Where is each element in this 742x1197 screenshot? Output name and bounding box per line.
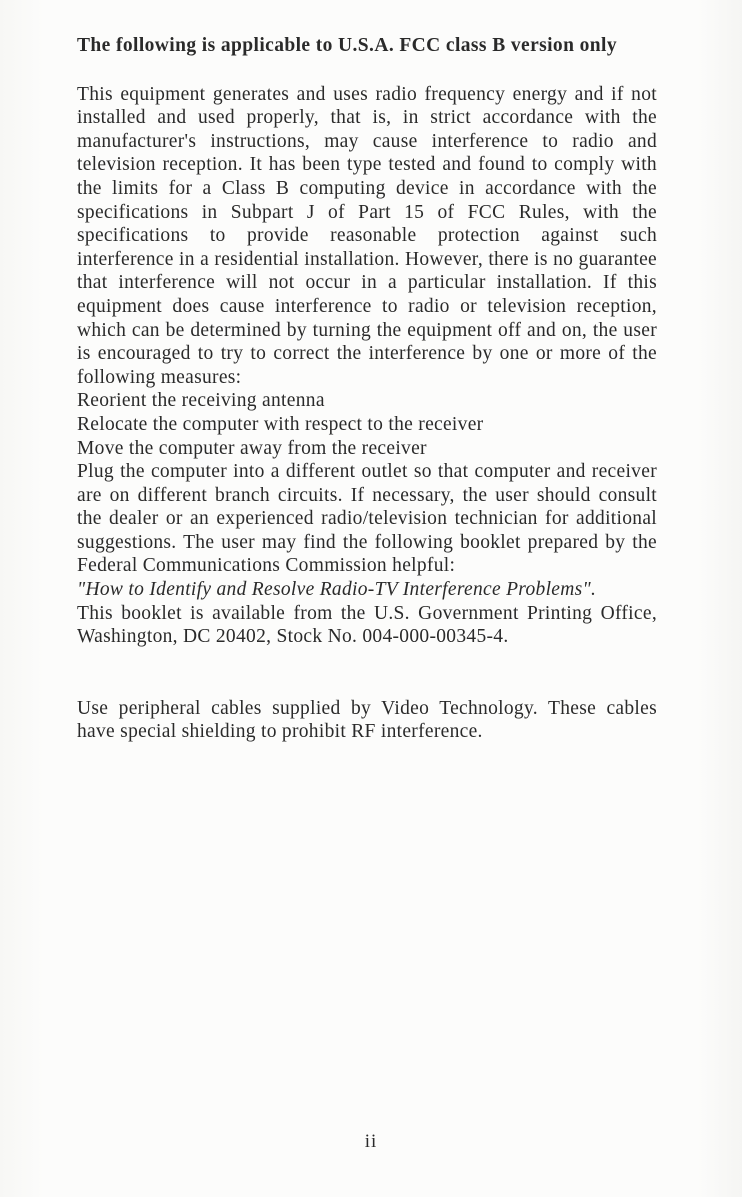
measure-item: Relocate the computer with respect to the receiver bbox=[77, 413, 484, 435]
text-column bbox=[77, 34, 657, 744]
measure-item: Reorient the receiving antenna bbox=[77, 390, 325, 412]
spacer bbox=[77, 649, 657, 697]
measure-item: Move the computer away from the receiver bbox=[77, 437, 427, 459]
page-number: ii bbox=[364, 1131, 378, 1152]
paragraph-main: This equipment generates and uses radio frequency energy and if not installed and used properly, that is, in strict accordance with the manufacturer's instructions, may cause interference to radio and television reception. It has been type tested and found to comply with the limits for a Class B computing device in accordance with the specifications in Subpart J of Part 15 of FCC Rules, with the specifications to provide reasonable protection against such interference in a residential installation. However, there is no guarantee that interference will not occur in a particular installation. If this equipment does cause interference to radio or television reception, which can be determined by turning the equipment off and on, the user is encouraged to try to correct the interference by one or more of the following measures: bbox=[77, 83, 657, 388]
paragraph-plug: Plug the computer into a different outlet so that computer and receiver are on different branch circuits. If necessary, the user should consult the dealer or an experienced radio/television technician for additional suggestions. The user may find the following booklet prepared by the Federal Communications Commission helpful: bbox=[77, 461, 657, 577]
paragraph-cables: Use peripheral cables supplied by Video Technology. These cables have special shielding to prohibit RF interference. bbox=[77, 697, 657, 743]
spacer bbox=[77, 58, 657, 83]
paragraph-availability: This booklet is available from the U.S. Government Printing Office, Washington, DC 20402, Stock No. 004-000-00345-4. bbox=[77, 602, 657, 648]
booklet-title: "How to Identify and Resolve Radio-TV Interference Problems". bbox=[77, 579, 597, 601]
fcc-heading: The following is applicable to U.S.A. FCC class B version only bbox=[77, 35, 617, 56]
